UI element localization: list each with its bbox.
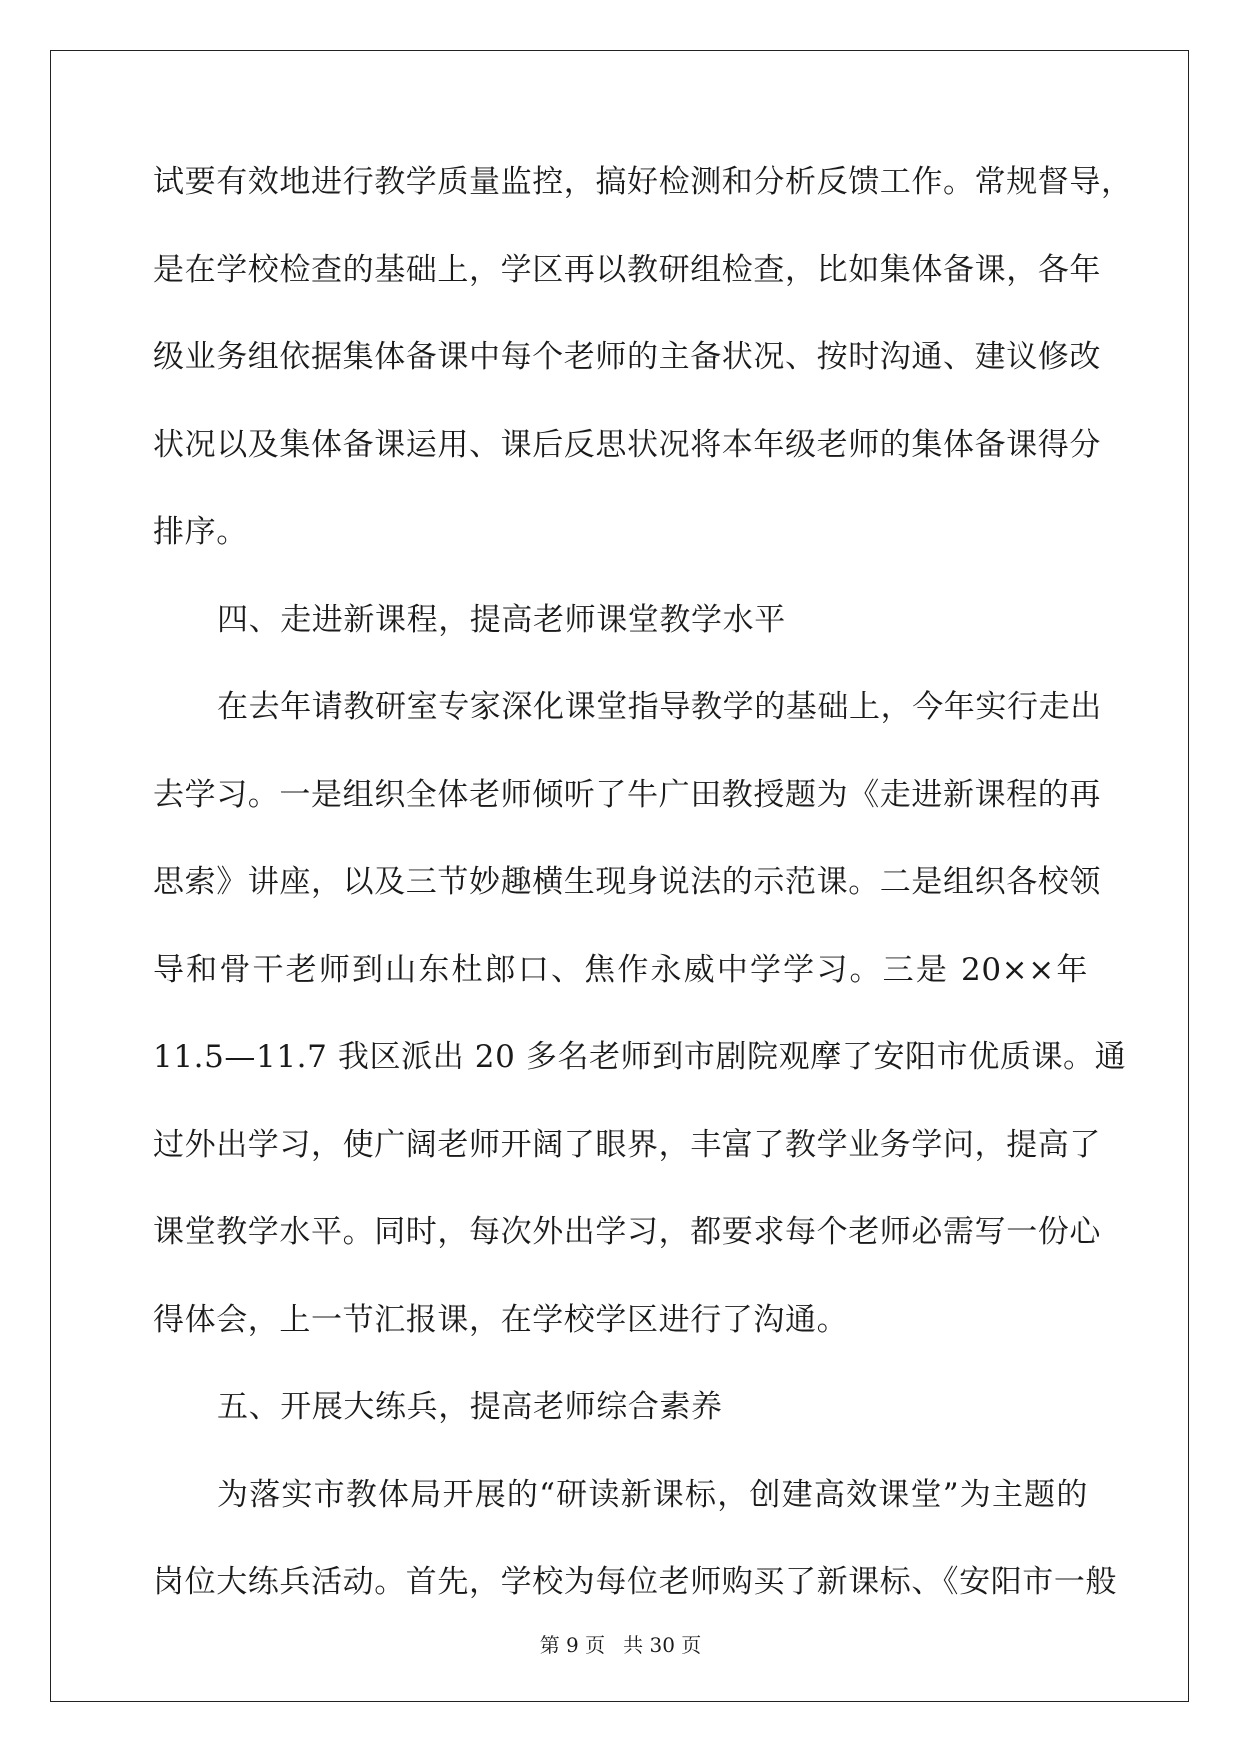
page-number: 第 9 页 (539, 1633, 606, 1657)
paragraph-line: 排序。 (153, 514, 248, 550)
section-heading: 五、开展大练兵，提高老师综合素养 (217, 1389, 723, 1425)
paragraph-line: 得体会，上一节汇报课，在学校学区进行了沟通。 (153, 1301, 849, 1338)
paragraph-line: 是在学校检查的基础上，学区再以教研组检查，比如集体备课，各年 (153, 251, 1101, 288)
paragraph-line: 去学习。一是组织全体老师倾听了牛广田教授题为《走进新课程的再 (153, 776, 1101, 813)
page-footer (0, 1632, 1241, 1658)
paragraph-line: 试要有效地进行教学质量监控，搞好检测和分析反馈工作。常规督导， (153, 164, 1133, 200)
paragraph-line: 导和骨干老师到山东杜郎口、焦作永威中学学习。三是 20××年 (153, 951, 1088, 988)
document-body (153, 162, 1133, 1650)
paragraph-line: 思索》讲座，以及三节妙趣横生现身说法的示范课。二是组织各校领 (153, 864, 1101, 900)
paragraph-line: 状况以及集体备课运用、课后反思状况将本年级老师的集体备课得分 (153, 426, 1101, 463)
paragraph-line: 为落实市教体局开展的“研读新课标，创建高效课堂”为主题的 (217, 1476, 1088, 1513)
paragraph-line: 11.5—11.7 我区派出 20 多名老师到市剧院观摩了安阳市优质课。通 (153, 1039, 1127, 1075)
paragraph-line: 过外出学习，使广阔老师开阔了眼界，丰富了教学业务学问，提高了 (153, 1126, 1101, 1163)
paragraph-line: 岗位大练兵活动。首先，学校为每位老师购买了新课标、《安阳市一般 (153, 1564, 1118, 1600)
paragraph-line: 级业务组依据集体备课中每个老师的主备状况、按时沟通、建议修改 (153, 339, 1101, 375)
paragraph-line: 在去年请教研室专家深化课堂指导教学的基础上，今年实行走出 (217, 689, 1102, 725)
section-heading: 四、走进新课程，提高老师课堂教学水平 (217, 601, 786, 638)
paragraph-line: 课堂教学水平。同时，每次外出学习，都要求每个老师必需写一份心 (153, 1214, 1101, 1250)
page-total: 共 30 页 (623, 1633, 702, 1657)
